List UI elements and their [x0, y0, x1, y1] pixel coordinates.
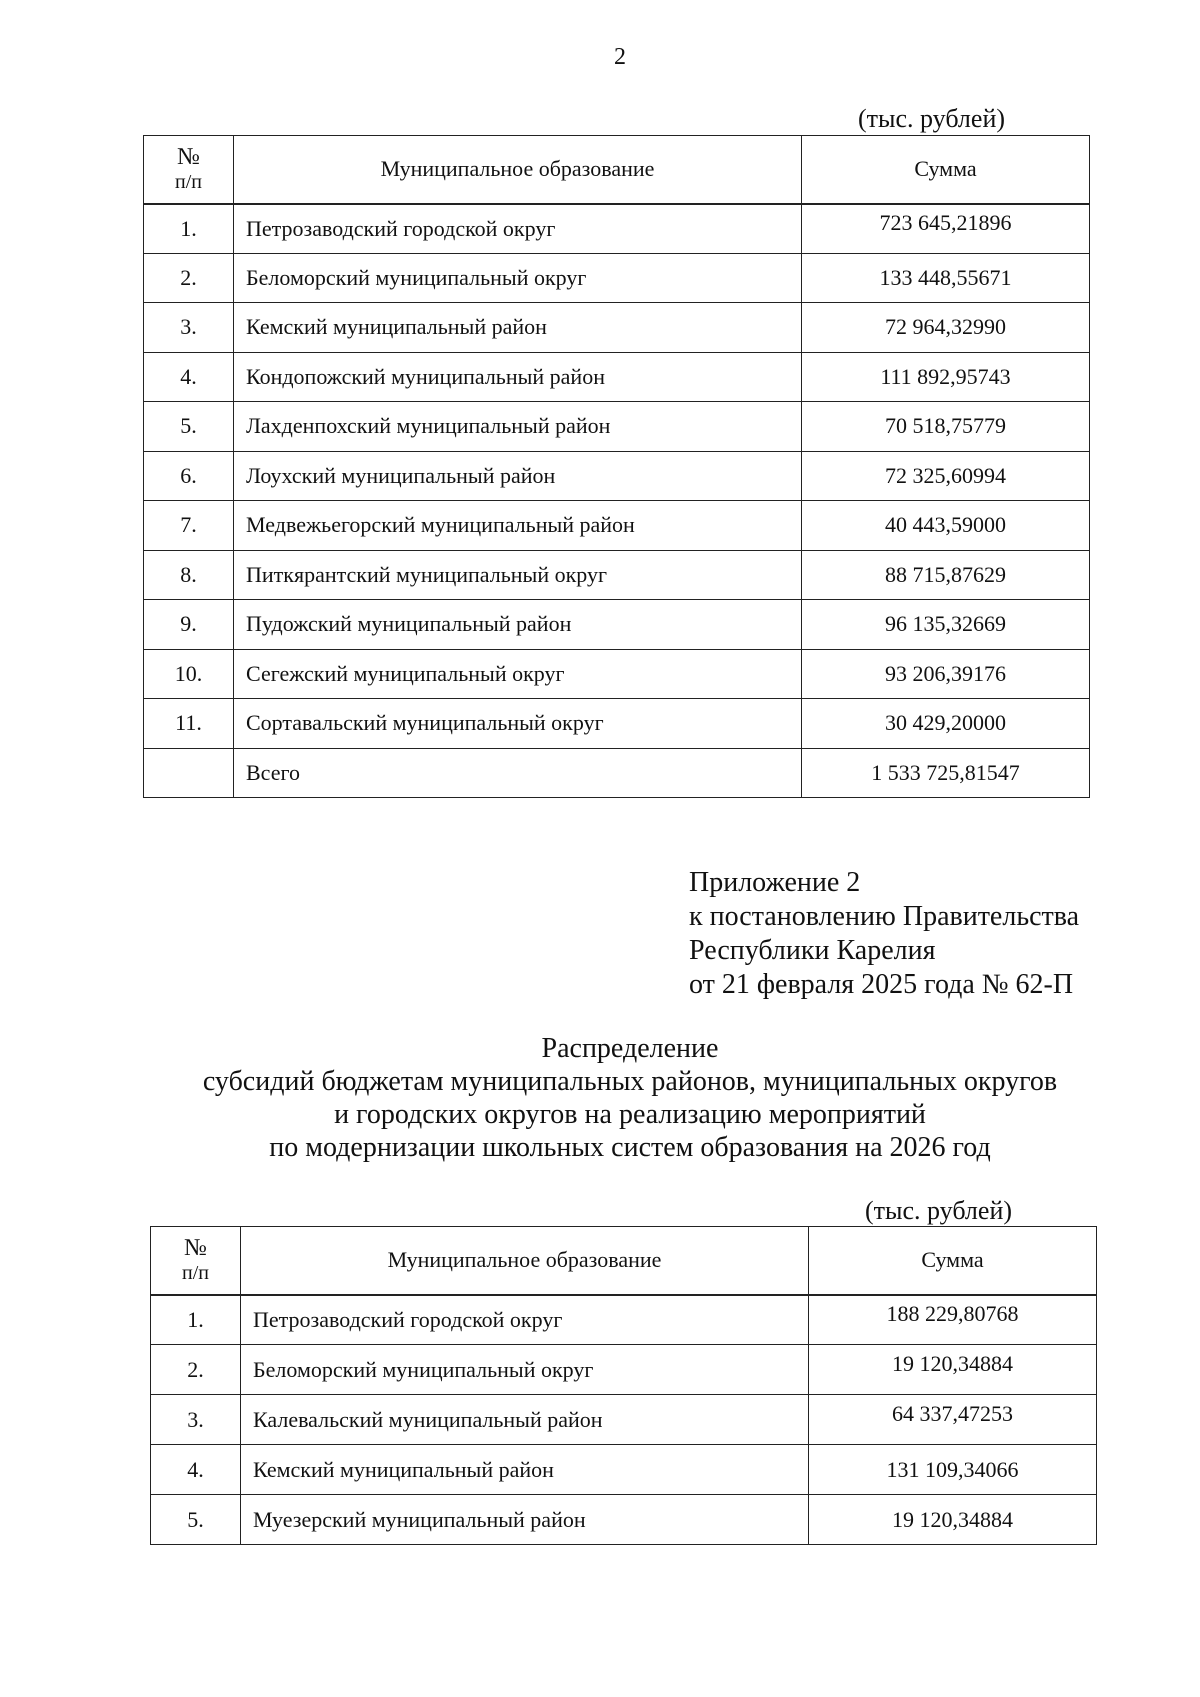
heading-line: субсидий бюджетам муниципальных районов, муниципальных округов: [202, 1066, 1058, 1097]
row-name: Кемский муниципальный район: [234, 303, 802, 353]
table-row: [144, 303, 1090, 353]
header-num: № п/п: [151, 1227, 241, 1295]
row-num: 1.: [151, 1295, 241, 1345]
row-sum: 72 964,32990: [802, 303, 1090, 353]
table-row: [144, 451, 1090, 501]
table1-unit-label: (тыс. рублей): [858, 104, 1006, 133]
table-row: [144, 649, 1090, 699]
row-num: 4.: [144, 352, 234, 402]
row-name: Калевальский муниципальный район: [241, 1395, 809, 1445]
page-number: 2: [614, 44, 626, 70]
appendix-line: Республики Карелия: [689, 935, 936, 966]
row-sum: 40 443,59000: [802, 501, 1090, 551]
table-row: [151, 1495, 1097, 1545]
table-row: [144, 550, 1090, 600]
header-num: № п/п: [144, 136, 234, 204]
row-name: Муезерский муниципальный район: [241, 1495, 809, 1545]
row-sum: 19 120,34884: [809, 1495, 1097, 1545]
row-sum: 723 645,21896: [802, 204, 1090, 254]
row-sum: 88 715,87629: [802, 550, 1090, 600]
table-row: [144, 253, 1090, 303]
row-name: Петрозаводский городской округ: [241, 1295, 809, 1345]
row-name: Петрозаводский городской округ: [234, 204, 802, 254]
row-num: 7.: [144, 501, 234, 551]
header-name: Муниципальное образование: [234, 136, 802, 204]
total-sum: 1 533 725,81547: [802, 748, 1090, 798]
row-sum: 19 120,34884: [809, 1345, 1097, 1395]
table-row: [144, 204, 1090, 254]
row-sum: 70 518,75779: [802, 402, 1090, 452]
document-heading: [0, 1032, 1200, 1164]
table-row: [144, 600, 1090, 650]
appendix-line: Приложение 2: [689, 867, 861, 898]
row-num: 5.: [151, 1495, 241, 1545]
appendix-line: к постановлению Правительства: [689, 901, 1080, 932]
appendix-block: [689, 866, 1079, 1002]
row-sum: 111 892,95743: [802, 352, 1090, 402]
row-sum: 30 429,20000: [802, 699, 1090, 749]
row-num: 3.: [144, 303, 234, 353]
row-num: 1.: [144, 204, 234, 254]
row-name: Беломорский муниципальный округ: [234, 253, 802, 303]
row-sum: 188 229,80768: [809, 1295, 1097, 1345]
row-num: 8.: [144, 550, 234, 600]
subsidy-table-1: [143, 135, 1090, 798]
row-name: Кондопожский муниципальный район: [234, 352, 802, 402]
appendix-line: от 21 февраля 2025 года № 62-П: [689, 969, 1074, 1000]
table-row: [144, 501, 1090, 551]
total-row: [144, 748, 1090, 798]
total-num: [144, 748, 234, 798]
header-sum: Сумма: [802, 136, 1090, 204]
header-name: Муниципальное образование: [241, 1227, 809, 1295]
row-name: Лахденпохский муниципальный район: [234, 402, 802, 452]
table2-unit-label: (тыс. рублей): [865, 1196, 1013, 1225]
table-row: [144, 699, 1090, 749]
row-num: 3.: [151, 1395, 241, 1445]
row-sum: 131 109,34066: [809, 1445, 1097, 1495]
row-sum: 133 448,55671: [802, 253, 1090, 303]
row-num: 11.: [144, 699, 234, 749]
heading-line: и городских округов на реализацию мероприятий: [334, 1099, 926, 1130]
row-name: Питкярантский муниципальный округ: [234, 550, 802, 600]
row-num: 2.: [151, 1345, 241, 1395]
row-name: Лоухский муниципальный район: [234, 451, 802, 501]
row-name: Сегежский муниципальный округ: [234, 649, 802, 699]
header-sum: Сумма: [809, 1227, 1097, 1295]
row-num: 4.: [151, 1445, 241, 1495]
row-sum: 93 206,39176: [802, 649, 1090, 699]
row-name: Сортавальский муниципальный округ: [234, 699, 802, 749]
row-num: 6.: [144, 451, 234, 501]
table-row: [144, 352, 1090, 402]
table-row: [144, 402, 1090, 452]
table-row: [151, 1395, 1097, 1445]
row-name: Пудожский муниципальный район: [234, 600, 802, 650]
table-row: [151, 1345, 1097, 1395]
total-label: Всего: [234, 748, 802, 798]
table-row: [151, 1445, 1097, 1495]
row-name: Медвежьегорский муниципальный район: [234, 501, 802, 551]
row-num: 5.: [144, 402, 234, 452]
row-sum: 64 337,47253: [809, 1395, 1097, 1445]
row-num: 9.: [144, 600, 234, 650]
row-sum: 72 325,60994: [802, 451, 1090, 501]
row-num: 2.: [144, 253, 234, 303]
row-num: 10.: [144, 649, 234, 699]
row-name: Беломорский муниципальный округ: [241, 1345, 809, 1395]
row-name: Кемский муниципальный район: [241, 1445, 809, 1495]
heading-line: по модернизации школьных систем образования на 2026 год: [269, 1132, 991, 1163]
heading-title: Распределение: [541, 1033, 719, 1064]
row-sum: 96 135,32669: [802, 600, 1090, 650]
subsidy-table-2: [150, 1226, 1097, 1545]
table-row: [151, 1295, 1097, 1345]
